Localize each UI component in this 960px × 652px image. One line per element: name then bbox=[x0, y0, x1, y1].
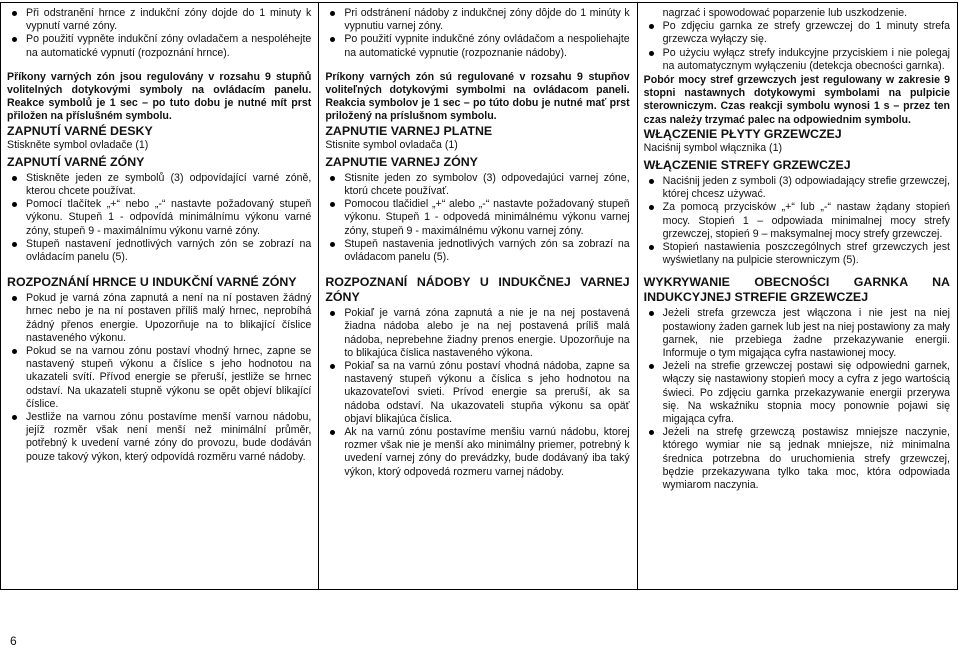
section-heading: ROZPOZNÁNÍ HRNCE U INDUKČNÍ VARNÉ ZÓNY bbox=[7, 275, 297, 290]
list-item: Naciśnij jeden z symboli (3) odpowiadający strefie grzewczej, której chcesz używać. bbox=[644, 175, 950, 201]
list-item: Stiskněte jeden ze symbolů (3) odpovídající varné zóně, kterou chcete používat. bbox=[7, 172, 311, 198]
column-polish bbox=[637, 3, 957, 589]
list-item: Pomocou tlačidiel „+“ alebo „-“ nastavte požadovaný stupeň výkonu. Stupeň 1 - odpovedá minimálnému výkonu varnej zóny, stupeň 9 - maximálnému výkonu varnej zóny. bbox=[325, 198, 629, 238]
bullet-list bbox=[7, 172, 311, 264]
top-bullet-list bbox=[644, 20, 950, 73]
list-item: Ak na varnú zónu postavíme menšiu varnú nádobu, ktorej rozmer však nie je menší ako minimálny priemer, potrebný k uvedení varnej zóny do prevádzky, bude dodávaný iba taký výkon, ktorý odpovedá rozmeru varnej nádoby. bbox=[325, 426, 629, 479]
list-item: Jeżeli na strefę grzewczą postawisz mniejsze naczynie, którego wymiar nie są jednak mniejsze, niż minimalna średnica potrzebna do uruchomienia strefy grzewczej, będzie przekazywana tylko taka moc, która odpowiada wymiarom naczynia. bbox=[644, 426, 950, 492]
three-column-table bbox=[0, 2, 958, 590]
list-item: Jestliže na varnou zónu postavíme menší varnou nádobu, jejíž rozměr však není menší než minimální průměr, potřebný k uvedení varné zóny do provozu, bude dodáván pouze takový výkon, který odpovídá rozměru varné nádoby. bbox=[7, 411, 311, 464]
list-item: Jeżeli strefa grzewcza jest włączona i nie jest na niej postawiony żaden garnek lub jest na niej postawiony za mały garnek, nie przebiega żadne przekazywanie energii. Informuje o tym migająca cyfra nastawionej mocy. bbox=[644, 307, 950, 360]
power-info-paragraph: Příkony varných zón jsou regulovány v rozsahu 9 stupňů volitelných dotykovými symboly na ovládacím panelu. Reakce symbolů je 1 sec – po tuto dobu je nutné mít prst přiložen na příslušném symbolu. bbox=[7, 70, 312, 123]
section-heading: ROZPOZNANÍ NÁDOBY U INDUKČNEJ VARNEJ ZÓNY bbox=[325, 275, 630, 305]
list-item: Při odstranění hrnce z indukční zóny dojde do 1 minuty k vypnutí varné zóny. bbox=[7, 7, 311, 33]
power-info-paragraph: Pobór mocy stref grzewczych jest regulowany w zakresie 9 stopni nastawnych dotykowymi symbolami na pulpicie sterowniczym. Czas reakcji symbolu wynosi 1 s – przez ten czas należy trzymać palec na odpowiednim symbolu. bbox=[643, 74, 950, 126]
list-item: Pokud je varná zóna zapnutá a není na ní postaven žádný hrnec nebo je na ní postaven příliš malý hrnec, neprobíhá žádný přenos energie. Upozorňuje na to blikající číslice nastaveného výkonu. bbox=[7, 292, 311, 345]
list-item: Pokiaľ je varná zóna zapnutá a nie je na nej postavená žiadna nádoba alebo je na nej postavená príliš malá nádoba, neprebehne žiadny prenos energie. Upozorňuje na to blikajúca číslica nastaveného výkona. bbox=[325, 307, 629, 360]
list-item: Za pomocą przycisków „+“ lub „-“ nastaw żądany stopień mocy. Stopień 1 – odpowiada minimalnej mocy strefy grzewczej, stopień 9 – maksymalnej mocy strefy grzewczej. bbox=[644, 201, 950, 241]
section-heading: ZAPNUTIE VARNEJ ZÓNY bbox=[325, 154, 478, 169]
section-heading: ZAPNUTÍ VARNÉ DESKY bbox=[7, 123, 153, 138]
top-bullet-list bbox=[7, 7, 311, 60]
list-item: Stopień nastawienia poszczególnych stref grzewczych jest wyświetlany na pulpicie sterowniczym (5). bbox=[644, 241, 950, 267]
list-item: Jeżeli na strefie grzewczej postawi się odpowiedni garnek, włączy się nastawiony stopień mocy a cyfra z jego wartością świeci. Po zdjęciu garnka przekazywanie energii przerywa się. Na wskaźniku stopnia mocy ponownie pojawi się migająca cyfra. bbox=[644, 360, 950, 426]
bullet-list bbox=[325, 172, 629, 264]
list-item: Po použití vypněte indukční zóny ovladačem a nespoléhejte na automatické vypnutí (rozpoznání hrnce). bbox=[7, 33, 311, 59]
section-heading: WYKRYWANIE OBECNOŚCI GARNKA NA INDUKCYJNEJ STREFIE GRZEWCZEJ bbox=[643, 275, 950, 305]
section-text: Stiskněte symbol ovladače (1) bbox=[7, 138, 149, 151]
section-text: Naciśnij symbol włącznika (1) bbox=[643, 141, 783, 154]
page-number: 6 bbox=[10, 634, 17, 648]
section-heading: WŁĄCZENIE STREFY GRZEWCZEJ bbox=[643, 158, 851, 173]
list-item: Pokud se na varnou zónu postaví vhodný hrnec, zapne se nastavený stupeň výkonu a číslice s jeho hodnotou na ukazateli svítí. Přívod energie se přeruší, jestliže se hrnec odstaví. Na ukazateli stupně výkonu se opět objeví blikající číslice. bbox=[7, 345, 311, 411]
continued-text: nagrzać i spowodować poparzenie lub uszkodzenie. bbox=[662, 7, 908, 19]
bullet-list bbox=[644, 307, 950, 492]
list-item: Pomocí tlačítek „+“ nebo „-“ nastavte požadovaný stupeň výkonu. Stupeň 1 - odpovídá minimálnímu výkonu varné zóny, stupeň 9 - maximálnímu výkonu varné zóny. bbox=[7, 198, 311, 238]
bullet-list bbox=[7, 292, 311, 464]
list-item: Po zdjęciu garnka ze strefy grzewczej do 1 minuty strefa grzewcza wyłączy się. bbox=[644, 20, 950, 46]
list-item: Pokiaľ sa na varnú zónu postaví vhodná nádoba, zapne sa nastavený stupeň výkonu a číslica s jeho hodnotou na ukazovateľovi svieti. Prívod energie sa preruší, ak sa nádoba odstaví. Na ukazovateli stupňa výkonu sa opäť objaví blikajúca číslica. bbox=[325, 360, 629, 426]
column-slovak bbox=[318, 3, 636, 589]
bullet-list bbox=[644, 175, 950, 267]
power-info-paragraph: Príkony varných zón sú regulované v rozsahu 9 stupňov voliteľných dotykovými symbolmi na ovládacom paneli. Reakcia symbolov je 1 sec – po túto dobu je nutné mať prst priložený na príslušnom symbolu. bbox=[325, 70, 630, 123]
list-item: Pri odstránení nádoby z indukčnej zóny dôjde do 1 minúty k vypnutiu varnej zóny. bbox=[325, 7, 629, 33]
list-item: Stisnite jeden zo symbolov (3) odpovedajúci varnej zóne, ktorú chcete používať. bbox=[325, 172, 629, 198]
section-text: Stisnite symbol ovladača (1) bbox=[325, 138, 458, 151]
section-heading: ZAPNUTÍ VARNÉ ZÓNY bbox=[7, 154, 145, 169]
bullet-list bbox=[325, 307, 629, 479]
column-czech bbox=[1, 3, 318, 589]
list-item: Stupeň nastavení jednotlivých varných zón se zobrazí na ovládacím panelu (5). bbox=[7, 238, 311, 264]
top-bullet-list bbox=[325, 7, 629, 60]
list-item: Stupeň nastavenia jednotlivých varných zón sa zobrazí na ovládacom panelu (5). bbox=[325, 238, 629, 264]
section-heading: WŁĄCZENIE PŁYTY GRZEWCZEJ bbox=[643, 126, 842, 141]
list-item: Po použití vypnite indukčné zóny ovládačom a nespoliehajte na automatické vypnutie (rozpoznanie nádoby). bbox=[325, 33, 629, 59]
list-item: Po użyciu wyłącz strefy indukcyjne przyciskiem i nie polegaj na automatycznym wyłączeniu (detekcja obecności garnka). bbox=[644, 47, 950, 73]
section-heading: ZAPNUTIE VARNEJ PLATNE bbox=[325, 123, 493, 138]
